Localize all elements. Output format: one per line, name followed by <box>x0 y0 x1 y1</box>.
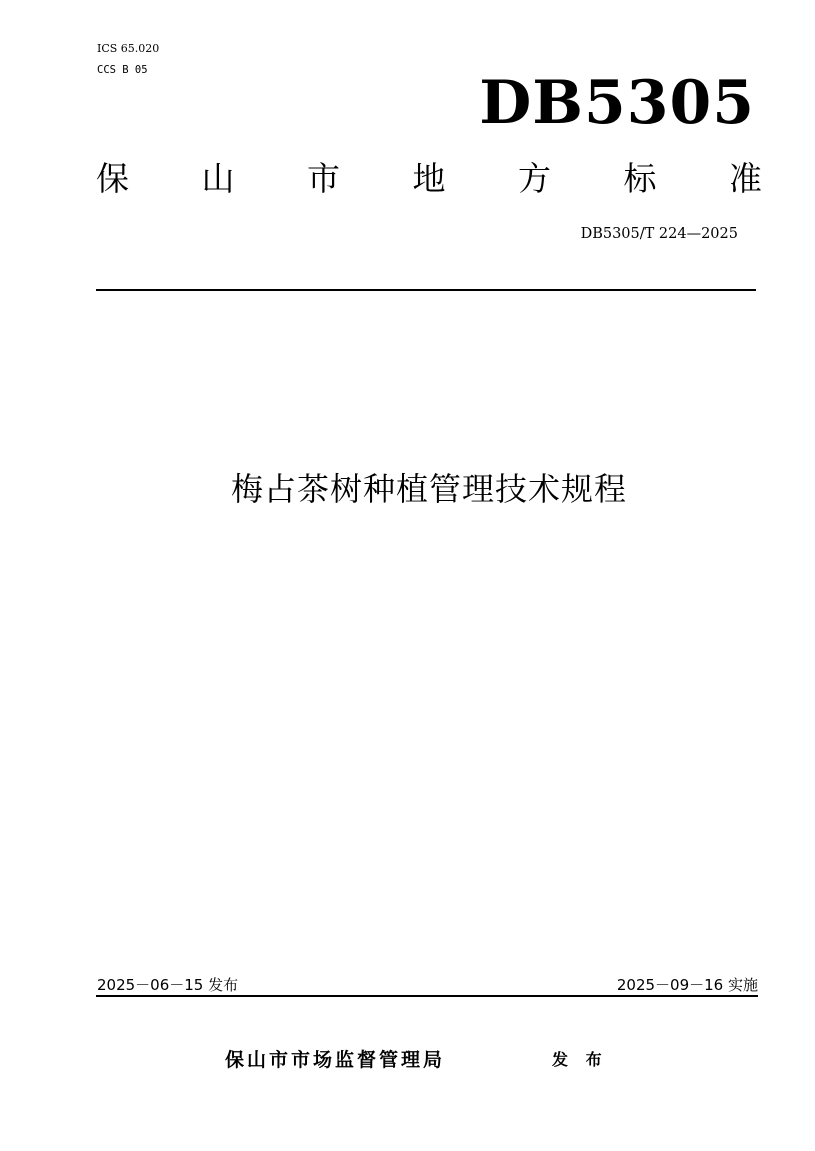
standard-type-char: 标 <box>623 159 657 198</box>
issuing-authority: 保山市市场监督管理局 <box>225 1049 446 1071</box>
standard-number: DB5305/T 224—2025 <box>580 226 738 242</box>
standard-code: DB5305 <box>479 68 755 138</box>
effective-date: 2025－09－16 实施 <box>616 976 758 994</box>
standard-type-char: 准 <box>729 159 762 198</box>
standard-type <box>96 155 762 203</box>
top-divider <box>96 289 756 291</box>
ics-code: ICS 65.020 <box>97 42 160 55</box>
standard-type-char: 市 <box>307 159 340 198</box>
ccs-code: CCS B 05 <box>97 64 148 76</box>
standard-type-char: 山 <box>201 159 235 198</box>
bottom-divider <box>96 995 758 997</box>
standard-type-char: 方 <box>518 159 551 198</box>
standard-type-char: 地 <box>412 159 446 198</box>
release-date: 2025－06－15 发布 <box>97 976 239 994</box>
issue-label: 发 布 <box>552 1050 608 1069</box>
standard-type-char: 保 <box>96 159 129 198</box>
document-title: 梅占茶树种植管理技术规程 <box>230 470 627 508</box>
